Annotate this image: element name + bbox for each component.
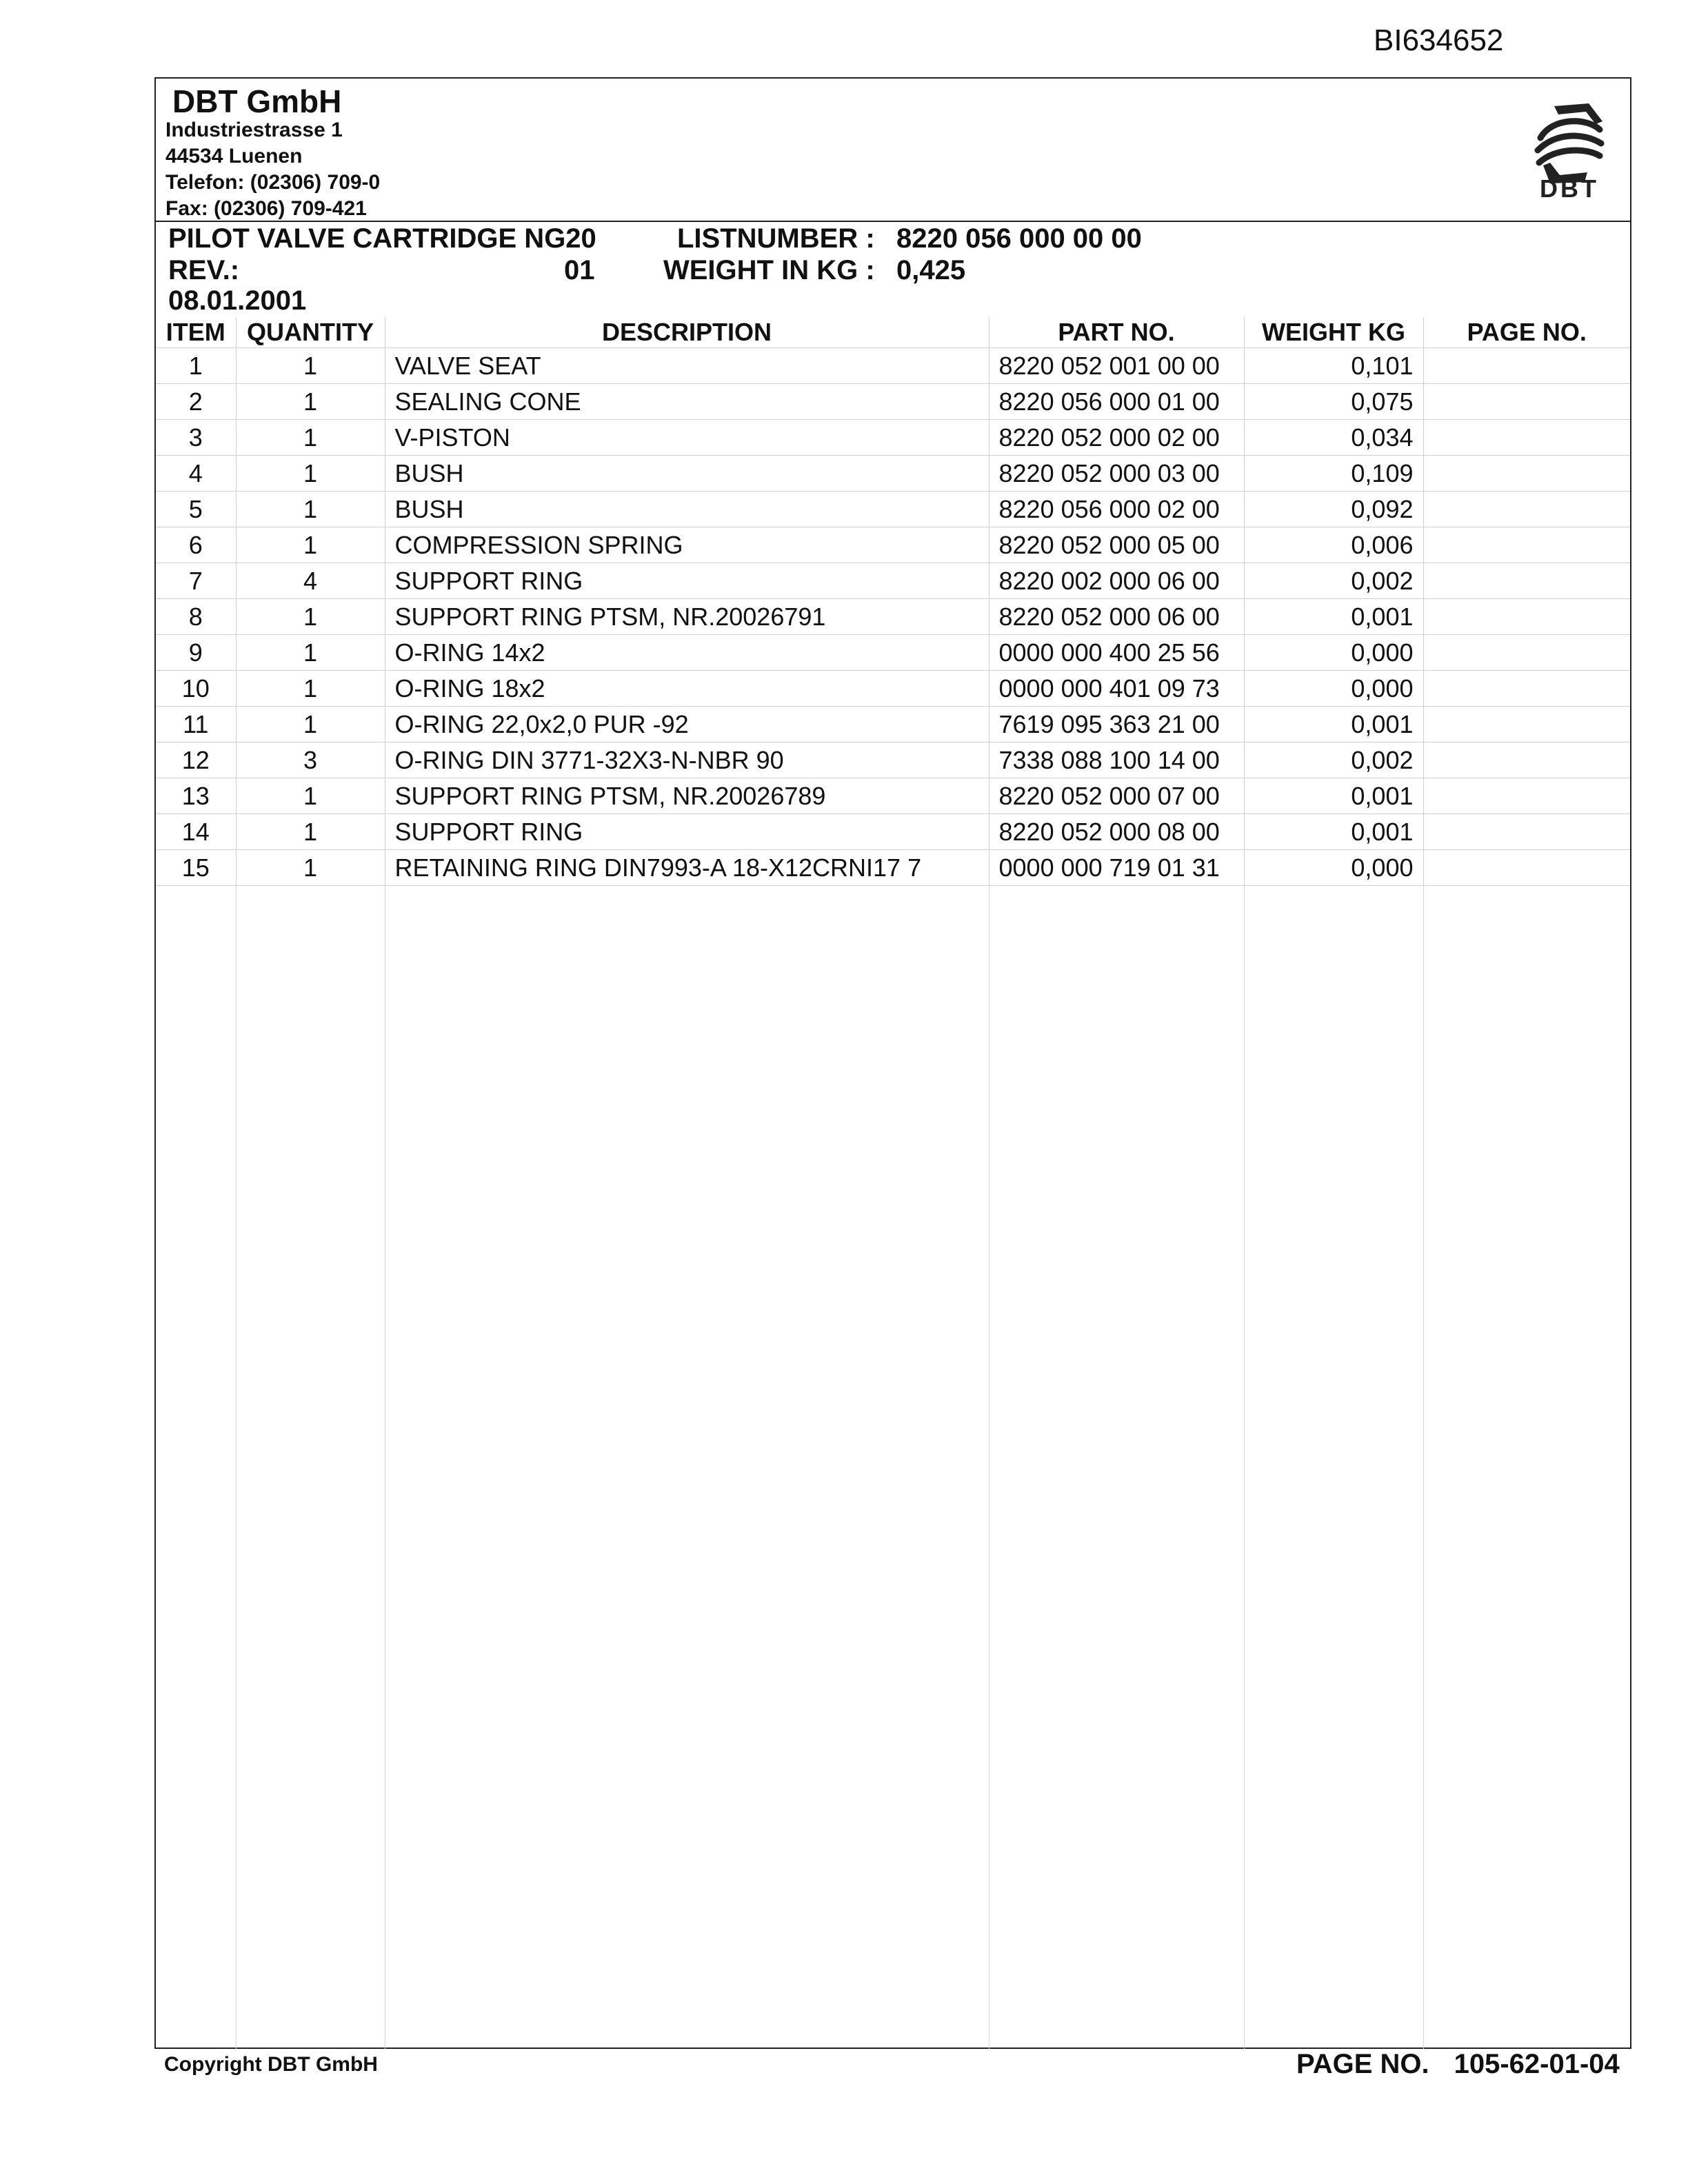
cell-item: 12 (156, 742, 236, 778)
cell-description: O-RING 22,0x2,0 PUR -92 (385, 707, 989, 742)
column-header-quantity: QUANTITY (236, 317, 385, 348)
cell-item: 14 (156, 814, 236, 850)
table-row (156, 850, 1630, 886)
cell-weight: 0,001 (1244, 599, 1423, 635)
cell-page-no (1423, 384, 1630, 420)
cell-description: O-RING DIN 3771-32X3-N-NBR 90 (385, 742, 989, 778)
cell-part-no: 8220 002 000 06 00 (989, 563, 1244, 599)
cell-description: SEALING CONE (385, 384, 989, 420)
cell-weight: 0,006 (1244, 527, 1423, 563)
cell-weight: 0,075 (1244, 384, 1423, 420)
cell-part-no: 7619 095 363 21 00 (989, 707, 1244, 742)
cell-description: BUSH (385, 492, 989, 527)
table-row (156, 563, 1630, 599)
table-row (156, 348, 1630, 384)
cell-weight: 0,092 (1244, 492, 1423, 527)
cell-quantity: 1 (236, 635, 385, 671)
cell-item: 7 (156, 563, 236, 599)
company-phone: Telefon: (02306) 709-0 (165, 171, 381, 194)
document-id: BI634652 (1374, 23, 1504, 57)
column-header-page-no: PAGE NO. (1423, 317, 1630, 348)
footer-page-value: 105-62-01-04 (1454, 2049, 1620, 2079)
cell-part-no: 8220 052 000 06 00 (989, 599, 1244, 635)
cell-page-no (1423, 814, 1630, 850)
cell-item: 13 (156, 778, 236, 814)
cell-description: SUPPORT RING PTSM, NR.20026791 (385, 599, 989, 635)
cell-page-no (1423, 671, 1630, 707)
cell-description: BUSH (385, 456, 989, 492)
parts-list-sheet (154, 77, 1631, 2049)
cell-page-no (1423, 348, 1630, 384)
table-row (156, 707, 1630, 742)
cell-quantity: 1 (236, 814, 385, 850)
cell-page-no (1423, 563, 1630, 599)
cell-page-no (1423, 420, 1630, 456)
cell-part-no: 0000 000 401 09 73 (989, 671, 1244, 707)
company-city: 44534 Luenen (165, 145, 303, 168)
cell-quantity: 1 (236, 420, 385, 456)
cell-item: 4 (156, 456, 236, 492)
company-fax: Fax: (02306) 709-421 (165, 197, 367, 220)
table-row (156, 456, 1630, 492)
cell-description: COMPRESSION SPRING (385, 527, 989, 563)
cell-part-no: 8220 052 000 08 00 (989, 814, 1244, 850)
cell-item: 11 (156, 707, 236, 742)
cell-quantity: 1 (236, 707, 385, 742)
table-row (156, 814, 1630, 850)
cell-weight: 0,001 (1244, 707, 1423, 742)
cell-weight: 0,034 (1244, 420, 1423, 456)
cell-weight: 0,001 (1244, 814, 1423, 850)
cell-page-no (1423, 492, 1630, 527)
cell-description: O-RING 18x2 (385, 671, 989, 707)
cell-quantity: 1 (236, 850, 385, 886)
cell-quantity: 1 (236, 671, 385, 707)
weight-value: 0,425 (896, 255, 966, 285)
cell-part-no: 8220 056 000 02 00 (989, 492, 1244, 527)
dbt-logo (1528, 97, 1611, 200)
cell-quantity: 4 (236, 563, 385, 599)
company-street: Industriestrasse 1 (165, 119, 343, 141)
cell-page-no (1423, 456, 1630, 492)
cell-weight: 0,002 (1244, 742, 1423, 778)
table-row (156, 671, 1630, 707)
cell-item: 2 (156, 384, 236, 420)
parts-table (156, 317, 1630, 886)
column-header-part-no: PART NO. (989, 317, 1244, 348)
cell-quantity: 1 (236, 778, 385, 814)
table-row (156, 492, 1630, 527)
cell-part-no: 8220 052 000 02 00 (989, 420, 1244, 456)
cell-quantity: 1 (236, 348, 385, 384)
cell-item: 3 (156, 420, 236, 456)
cell-item: 9 (156, 635, 236, 671)
footer-page-label: PAGE NO. (1296, 2049, 1429, 2079)
cell-description: O-RING 14x2 (385, 635, 989, 671)
cell-item: 8 (156, 599, 236, 635)
cell-page-no (1423, 707, 1630, 742)
cell-description: RETAINING RING DIN7993-A 18-X12CRNI17 7 (385, 850, 989, 886)
rev-date: 08.01.2001 (168, 285, 307, 316)
cell-page-no (1423, 527, 1630, 563)
cell-item: 15 (156, 850, 236, 886)
table-row (156, 635, 1630, 671)
cell-weight: 0,109 (1244, 456, 1423, 492)
cell-part-no: 0000 000 400 25 56 (989, 635, 1244, 671)
cell-quantity: 3 (236, 742, 385, 778)
table-header-row (156, 317, 1630, 348)
cell-item: 1 (156, 348, 236, 384)
cell-quantity: 1 (236, 384, 385, 420)
cell-part-no: 0000 000 719 01 31 (989, 850, 1244, 886)
header-divider (156, 221, 1630, 222)
column-header-item: ITEM (156, 317, 236, 348)
weight-label: WEIGHT IN KG : (663, 255, 875, 285)
list-title: PILOT VALVE CARTRIDGE NG20 (168, 223, 596, 254)
cell-quantity: 1 (236, 492, 385, 527)
cell-description: V-PISTON (385, 420, 989, 456)
cell-weight: 0,002 (1244, 563, 1423, 599)
rev-value: 01 (564, 255, 595, 285)
cell-weight: 0,000 (1244, 635, 1423, 671)
cell-part-no: 8220 052 001 00 00 (989, 348, 1244, 384)
cell-quantity: 1 (236, 527, 385, 563)
company-name: DBT GmbH (172, 83, 342, 119)
footer-page-number (1296, 2049, 1620, 2080)
cell-weight: 0,101 (1244, 348, 1423, 384)
cell-part-no: 8220 056 000 01 00 (989, 384, 1244, 420)
cell-page-no (1423, 778, 1630, 814)
rev-label: REV.: (168, 255, 240, 285)
logo-text: DBT (1540, 174, 1599, 200)
table-row (156, 599, 1630, 635)
cell-item: 5 (156, 492, 236, 527)
cell-item: 6 (156, 527, 236, 563)
cell-page-no (1423, 599, 1630, 635)
copyright-notice: Copyright DBT GmbH (164, 2053, 378, 2076)
listnumber-value: 8220 056 000 00 00 (896, 223, 1142, 254)
cell-part-no: 8220 052 000 05 00 (989, 527, 1244, 563)
cell-item: 10 (156, 671, 236, 707)
cell-part-no: 8220 052 000 03 00 (989, 456, 1244, 492)
cell-part-no: 7338 088 100 14 00 (989, 742, 1244, 778)
cell-page-no (1423, 635, 1630, 671)
cell-weight: 0,000 (1244, 850, 1423, 886)
table-row (156, 420, 1630, 456)
cell-page-no (1423, 742, 1630, 778)
cell-description: VALVE SEAT (385, 348, 989, 384)
table-row (156, 742, 1630, 778)
cell-part-no: 8220 052 000 07 00 (989, 778, 1244, 814)
table-row (156, 778, 1630, 814)
column-header-weight: WEIGHT KG (1244, 317, 1423, 348)
cell-quantity: 1 (236, 599, 385, 635)
cell-quantity: 1 (236, 456, 385, 492)
cell-description: SUPPORT RING (385, 563, 989, 599)
cell-description: SUPPORT RING PTSM, NR.20026789 (385, 778, 989, 814)
cell-description: SUPPORT RING (385, 814, 989, 850)
table-row (156, 527, 1630, 563)
listnumber-label: LISTNUMBER : (677, 223, 875, 254)
table-row (156, 384, 1630, 420)
cell-page-no (1423, 850, 1630, 886)
column-header-description: DESCRIPTION (385, 317, 989, 348)
cell-weight: 0,001 (1244, 778, 1423, 814)
cell-weight: 0,000 (1244, 671, 1423, 707)
